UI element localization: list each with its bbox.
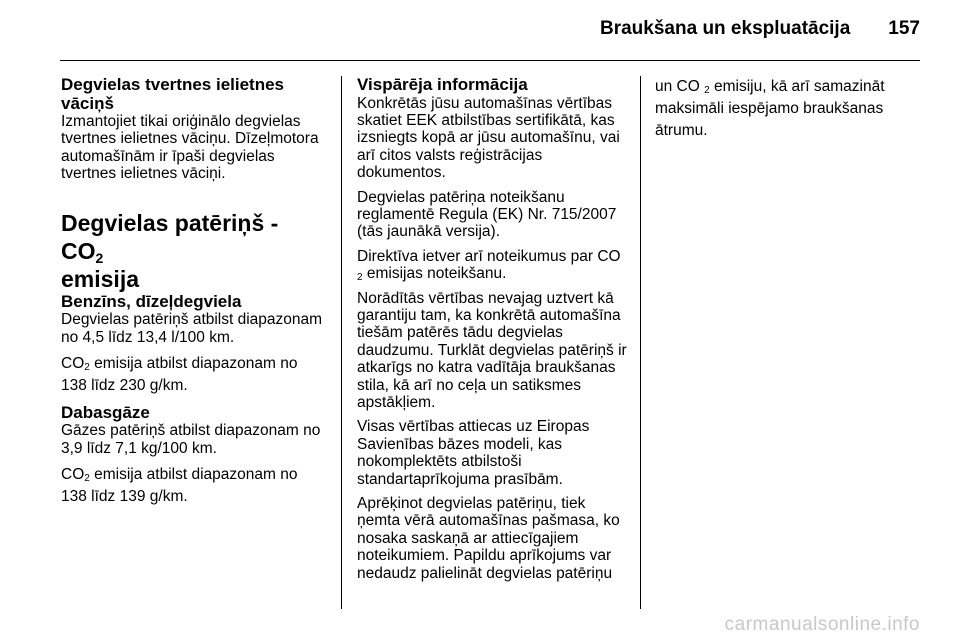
column-divider-1 (341, 76, 342, 609)
column-divider-2 (640, 76, 641, 609)
fuel-cap-text: Izmantojiet tikai oriģinālo degvielas tvertnes ielietnes vāciņu. Dīzeļmotora automašīnām ir īpaši degvielas tvertnes ielietnes vāciņi. (61, 113, 319, 183)
section-title-general-info: Vispārēja informācija (357, 75, 528, 94)
general-info-p2: Degvielas patēriņa noteikšanu reglamentē Regula (EK) Nr. 715/2007 (tās jaunākā versija). (357, 188, 617, 241)
general-info-p3-sub: 2 (357, 272, 363, 284)
column-1 (61, 76, 326, 515)
petrol-co2-pre: CO (61, 354, 85, 372)
petrol-consumption-text: Degvielas patēriņš atbilst diapazonam no 4,5 līdz 13,4 l/100 km. (61, 311, 323, 346)
subsection-title-petrol: Benzīns, dīzeļdegviela (61, 291, 242, 311)
consumption-title-pre: Degvielas patēriņš - CO (61, 209, 279, 264)
general-info-p3-pre: Direktīva ietver arī noteikumus par CO (357, 247, 621, 265)
section-title-fuel-cap: Degvielas tvertnes ielietnes vāciņš (61, 75, 285, 113)
watermark: carmanualsonline.info (724, 614, 920, 635)
continued-text-pre: un CO (655, 78, 705, 95)
column-3 (655, 76, 920, 149)
petrol-co2-post: emisija atbilst diapazonam no 138 līdz 230 g/km. (61, 354, 298, 394)
general-info-p1: Konkrētās jūsu automašīnas vērtības skatiet EEK atbilstības sertifikātā, kas izsniegts kopā ar jūsu automašīnu, vai arī citos valsts reģistrācijas dokumentos. (357, 94, 620, 182)
continued-text-sub: 2 (704, 85, 710, 96)
general-info-p3 (357, 248, 627, 283)
continued-text (655, 76, 920, 142)
section-title-consumption (61, 209, 326, 293)
running-header: Braukšana un ekspluatācija (600, 18, 851, 39)
page-number: 157 (888, 18, 920, 39)
continued-text-post: emisiju, kā arī samazināt maksimāli iespējamo braukšanas ātrumu. (655, 78, 885, 139)
subsection-title-gas: Dabasgāze (61, 402, 150, 422)
general-info-p6: Aprēķinot degvielas patēriņu, tiek ņemta vērā automašīnas pašmasa, ko nosaka saskaņā ar attiecīgajiem noteikumiem. Papildu aprīkojums var nedaudz palielināt degvielas patēriņu (357, 495, 620, 582)
consumption-title-sub: 2 (95, 249, 104, 266)
general-info-p4: Norādītās vērtības nevajag uztvert kā garantiju tam, ka konkrētā automašīna tiešām patērēs tādu degvielas daudzumu. Turklāt degvielas patēriņš ir atkarīgs no katra vadītāja braukšanas stila, kā arī no ceļa un satiksmes apstākļiem. (357, 289, 627, 411)
column-2 (357, 76, 627, 589)
gas-co2-post: emisija atbilst diapazonam no 138 līdz 139 g/km. (61, 466, 298, 506)
gas-co2-sub: 2 (84, 473, 90, 485)
consumption-title-post: emisija (61, 265, 139, 292)
gas-consumption-text: Gāzes patēriņš atbilst diapazonam no 3,9 līdz 7,1 kg/100 km. (61, 422, 321, 457)
petrol-co2-sub: 2 (84, 361, 90, 373)
gas-co2-pre: CO (61, 466, 85, 484)
petrol-co2-text (61, 353, 326, 397)
general-info-p3-post: emisijas noteikšanu. (362, 265, 507, 283)
general-info-p5: Visas vērtības attiecas uz Eiropas Savienības bāzes modeli, kas nokomplektēts atbilstoši standartaprīkojuma prasībām. (357, 418, 590, 488)
header-rule (60, 60, 920, 61)
gas-co2-text (61, 464, 326, 508)
